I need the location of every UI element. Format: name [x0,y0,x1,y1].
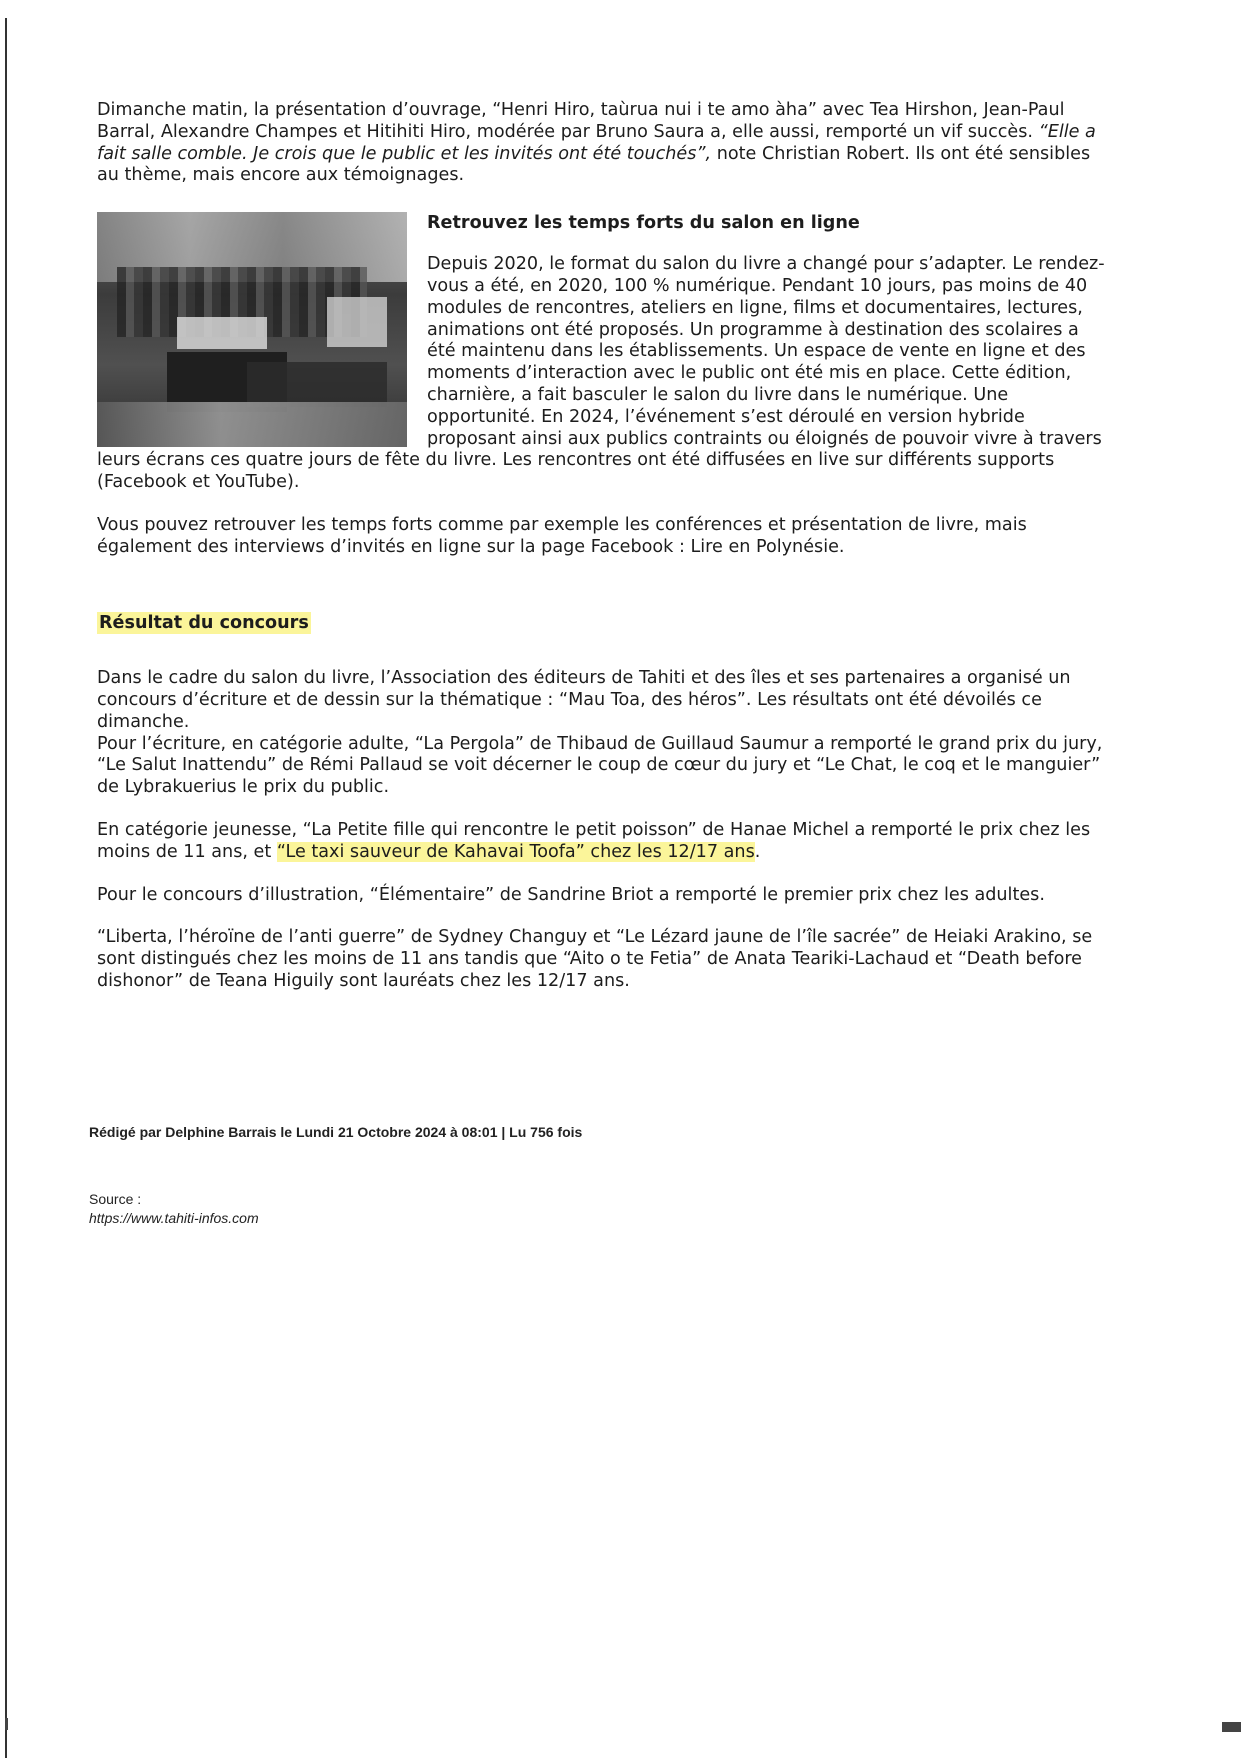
results-youth-text: En catégorie jeunesse, “La Petite fille qui rencontre le petit poisson” de Hanae Michel a remporté le prix chez les moins de 11 ans, et [97,819,1091,862]
online-section-title: Retrouvez les temps forts du salon en ligne [427,213,860,234]
byline: Rédigé par Delphine Barrais le Lundi 21 Octobre 2024 à 08:01 | Lu 756 fois [89,1124,583,1140]
results-intro [97,668,1107,799]
source-url: https://www.tahiti-infos.com [89,1210,259,1226]
results-youth-highlight: “Le taxi sauveur de Kahavai Toofa” chez les 12/17 ans [276,841,755,862]
intro-text: Dimanche matin, la présentation d’ouvrage, “Henri Hiro, taùrua nui i te amo àha” avec Tea Hirshon, Jean-Paul Barral, Alexandre Champes et Hitihiti Hiro, modérée par Bruno Saura a, elle aussi, remporté un vif succès. [97,100,1065,142]
results-distinctions: “Liberta, l’héroïne de l’anti guerre” de Sydney Changuy et “Le Lézard jaune de l’île sacrée” de Heiaki Arakino, se sont distingués chez les moins de 11 ans tandis que “Aito o te Fetia” de Anata Teariki-Lachaud et “Death before dishonor” de Teana Higuily sont lauréats chez les 12/17 ans. [97,927,1093,991]
results-youth-end: . [754,841,761,862]
intro-quote: “Elle a fait salle comble. Je crois que le public et les invités ont été touchés”, [97,121,1096,164]
online-section-body: Depuis 2020, le format du salon du livre a changé pour s’adapter. Le rendez-vous a été, en 2020, 100 % numérique. Pendant 10 jours, pas moins de 40 modules de rencontres, ateliers en ligne, films et documentaires, lectures, animations ont été proposés. Un programme à destination des scolaires a été maintenu dans les établissements. Un espace de vente en ligne et des moments d’interaction avec le public ont été mis en place. Cette édition, charnière, a fait basculer le salon du livre dans le numérique. Une opportunité. En 2024, l’événement s’est déroulé en version hybride proposant ainsi aux publics contraints ou éloignés de pouvoir vivre à travers leurs écrans ces quatre jours de fête du livre. Les rencontres ont été diffusées en live sur différents supports (Facebook et YouTube). [97,254,1105,493]
results-youth [97,820,1107,864]
article [97,100,1107,993]
source-block [89,1190,259,1228]
scan-mark-bottom-left [5,1718,8,1730]
online-section [97,212,1107,494]
source-label: Source : [89,1191,142,1207]
results-intro-text: Dans le cadre du salon du livre, l’Association des éditeurs de Tahiti et des îles et ses partenaires a organisé un concours d’écriture et de dessin sur la thématique : “Mau Toa, des héros”. Les résultats ont été dévoilés ce dimanche. [97,668,1071,732]
results-illustration: Pour le concours d’illustration, “Élémentaire” de Sandrine Briot a remporté le premier prix chez les adultes. [97,884,1045,905]
intro-text-end: note Christian Robert. Ils ont été sensibles au thème, mais encore aux témoignages. [97,143,1091,186]
facebook-paragraph: Vous pouvez retrouver les temps forts comme par exemple les conférences et présentation de livre, mais également des interviews d’invités en ligne sur la page Facebook : Lire en Polynésie. [97,514,1027,557]
scan-left-edge [5,18,7,1758]
intro-paragraph [97,100,1097,187]
scan-mark-bottom-right [1222,1722,1241,1732]
event-photo [97,212,407,447]
results-adult-text: Pour l’écriture, en catégorie adulte, “La Pergola” de Thibaud de Guillaud Saumur a remporté le grand prix du jury, “Le Salut Inattendu” de Rémi Pallaud se voit décerner le coup de cœur du jury et “Le Chat, le coq et le manguier” de Lybrakuerius le prix du public. [97,733,1103,798]
results-section-title: Résultat du concours [99,612,309,633]
